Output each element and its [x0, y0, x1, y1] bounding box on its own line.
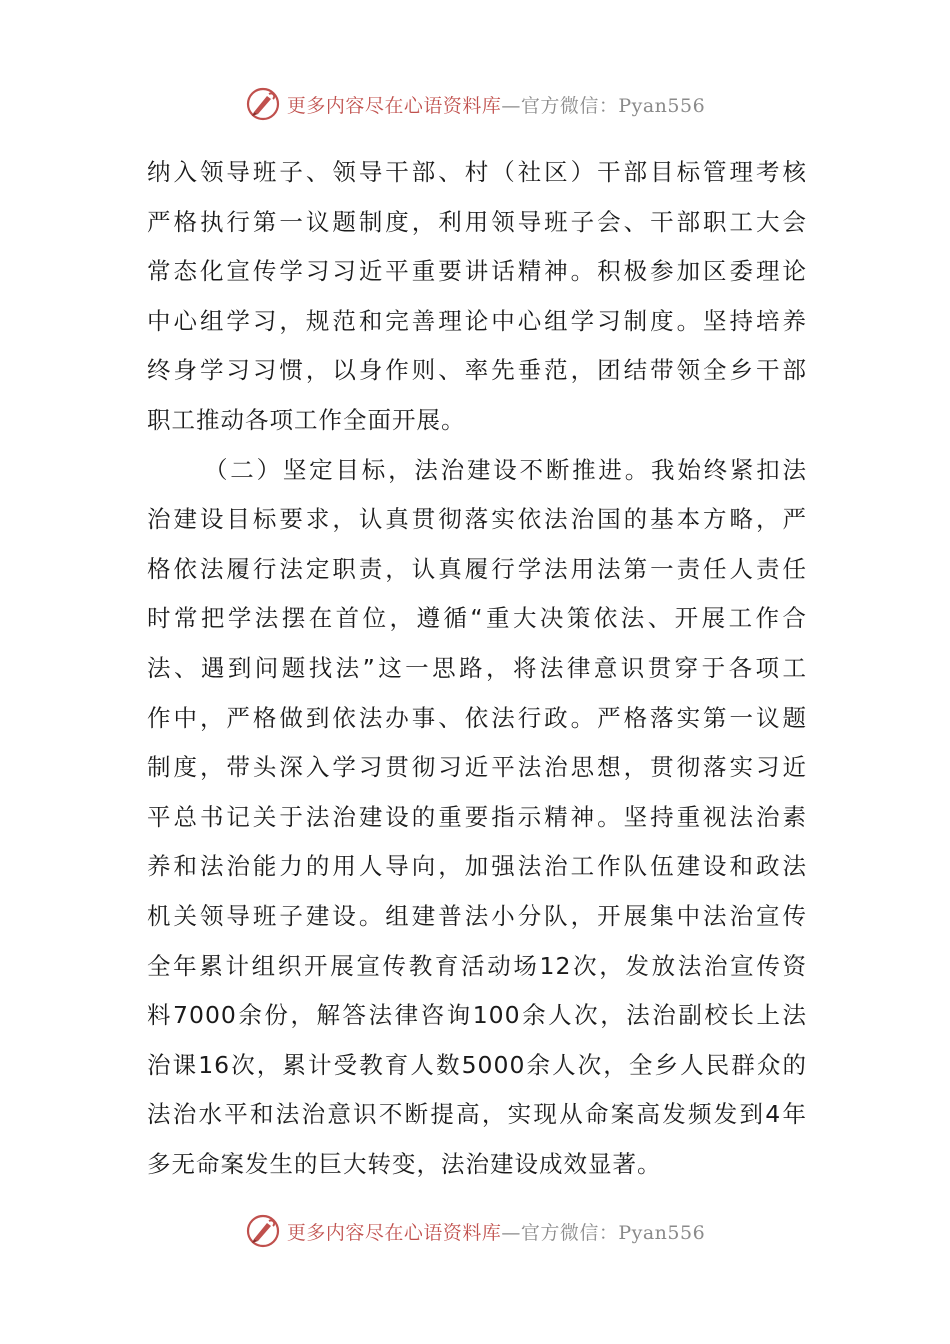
header-banner [0, 84, 950, 124]
text-line: 治建设目标要求，认真贯彻落实依法治国的基本方略，严 [147, 505, 807, 534]
text-line: 平总书记关于法治建设的重要指示精神。坚持重视法治素 [147, 802, 807, 831]
text-line: 终身学习习惯，以身作则、率先垂范，团结带领全乡干部 [147, 356, 807, 385]
text-line: 常态化宣传学习习近平重要讲话精神。积极参加区委理论 [147, 257, 807, 286]
text-line: 时常把学法摆在首位，遵循“重大决策依法、开展工作合 [147, 604, 807, 633]
banner-text: 更多内容尽在心语资料库—官方微信：Pyan556 [286, 94, 706, 117]
footer-banner [0, 1211, 950, 1251]
text-line: 职工推动各项工作全面开展。 [147, 405, 466, 434]
text-line: 治课16次，累计受教育人数5000余人次，全乡人民群众的 [147, 1050, 807, 1079]
pen-logo-icon [245, 1213, 281, 1249]
text-line: 制度，带头深入学习贯彻习近平法治思想，贯彻落实习近 [147, 753, 807, 782]
banner-text: 更多内容尽在心语资料库—官方微信：Pyan556 [286, 1221, 706, 1244]
text-line: 中心组学习，规范和完善理论中心组学习制度。坚持培养 [147, 306, 807, 335]
text-line: 法、遇到问题找法”这一思路，将法律意识贯穿于各项工 [147, 653, 807, 682]
pen-logo-icon [245, 86, 281, 122]
document-body [147, 148, 807, 1189]
text-line: 格依法履行法定职责，认真履行学法用法第一责任人责任 [147, 554, 807, 583]
text-line: 作中，严格做到依法办事、依法行政。严格落实第一议题 [147, 703, 807, 732]
text-line: 严格执行第一议题制度，利用领导班子会、干部职工大会 [147, 207, 807, 236]
text-line: 养和法治能力的用人导向，加强法治工作队伍建设和政法 [147, 852, 807, 881]
text-line: 料7000余份，解答法律咨询100余人次，法治副校长上法 [147, 1001, 807, 1030]
section-heading-line: （二）坚定目标，法治建设不断推进。我始终紧扣法 [204, 455, 807, 484]
text-line: 多无命案发生的巨大转变，法治建设成效显著。 [147, 1149, 662, 1178]
text-line: 全年累计组织开展宣传教育活动场12次，发放法治宣传资 [147, 951, 807, 980]
text-line: 法治水平和法治意识不断提高，实现从命案高发频发到4年 [147, 1100, 807, 1129]
text-line: 纳入领导班子、领导干部、村（社区）干部目标管理考核 [147, 158, 807, 186]
text-line: 机关领导班子建设。组建普法小分队，开展集中法治宣传 [147, 901, 807, 930]
